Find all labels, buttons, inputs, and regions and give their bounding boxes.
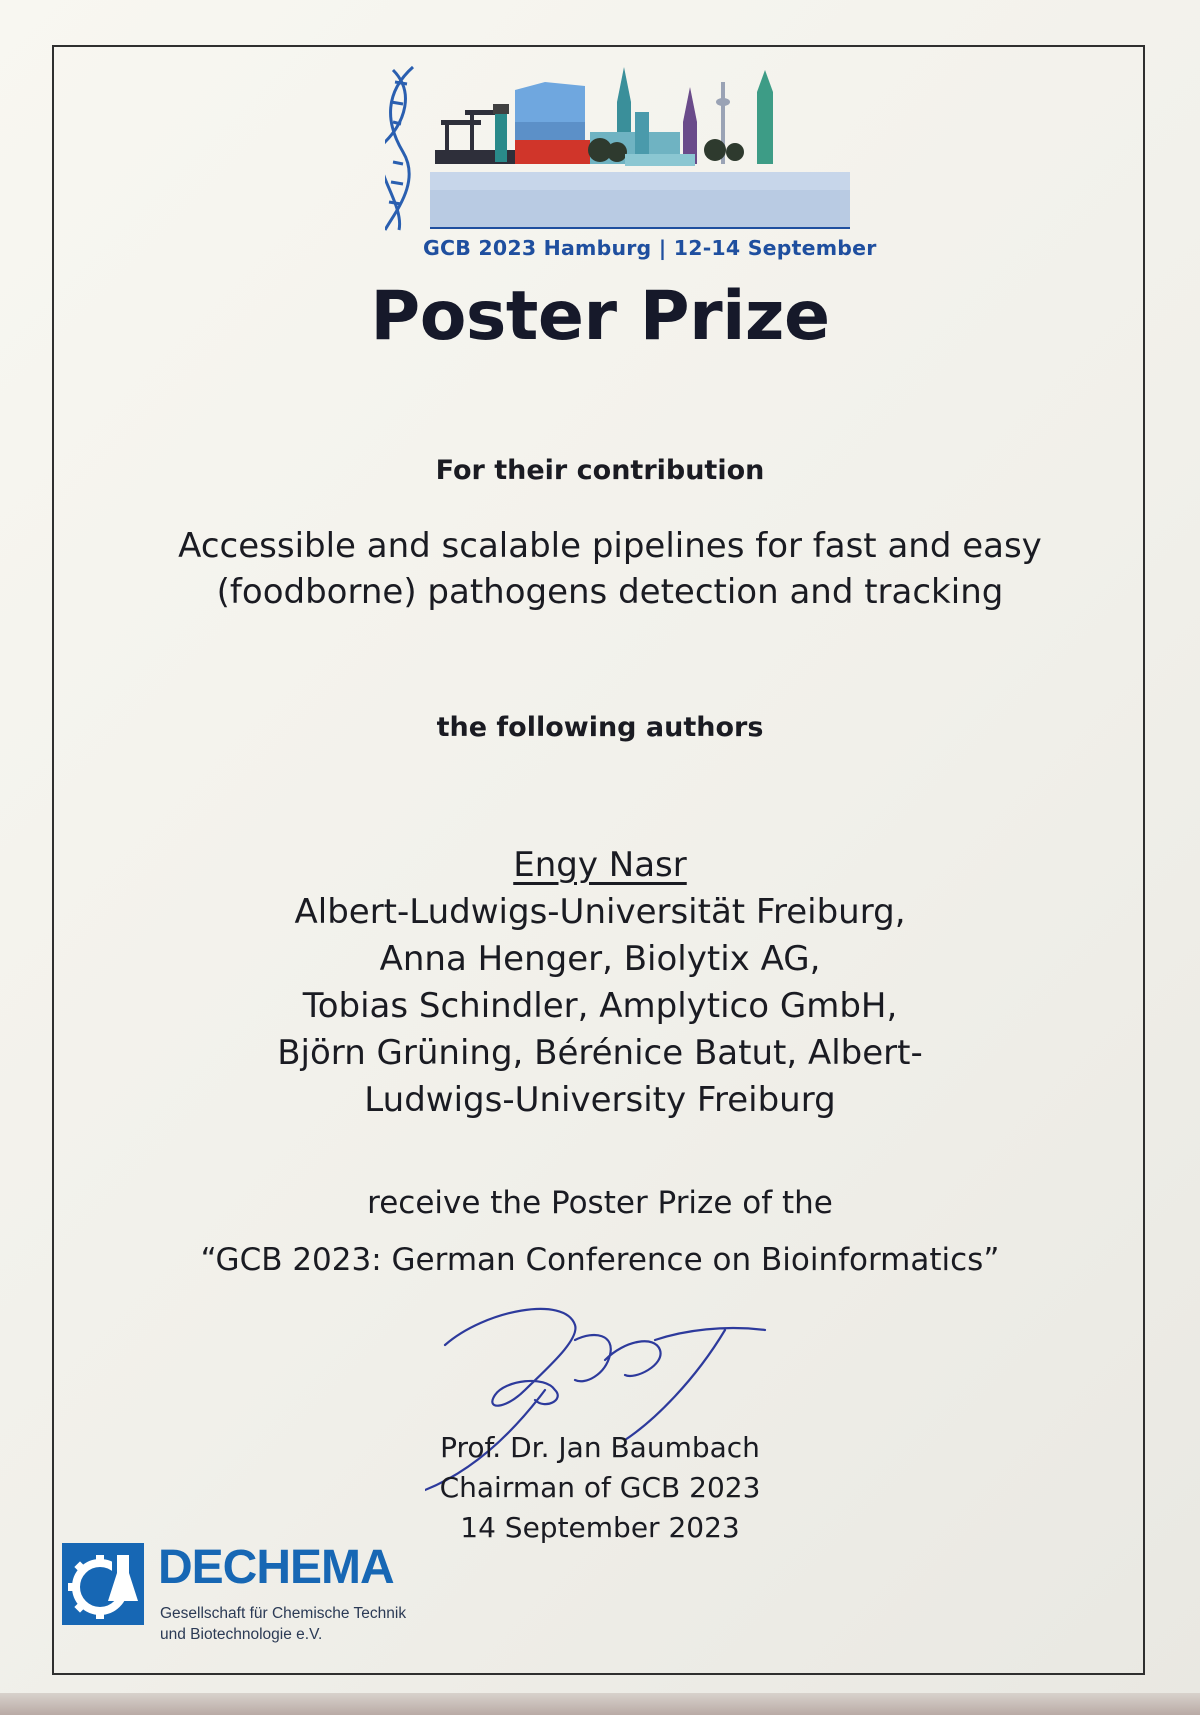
author-line: Ludwigs-University Freiburg — [364, 1080, 836, 1120]
author-line: Björn Grüning, Bérénice Batut, Albert- — [277, 1033, 923, 1073]
contribution-title: Accessible and scalable pipelines for fast and easy (foodborne) pathogens detection and tracking — [178, 526, 1042, 612]
sponsor-subtitle-line: und Biotechnologie e.V. — [160, 1626, 323, 1643]
sponsor-subtitle — [160, 1603, 420, 1645]
sponsor-logo — [60, 1540, 420, 1650]
first-author: Engy Nasr — [513, 845, 687, 885]
authors-lead: the following authors — [436, 712, 764, 743]
signatory-block — [0, 1428, 1200, 1548]
dechema-gear-flask-icon — [62, 1543, 144, 1625]
logo-caption: GCB 2023 Hamburg | 12-14 September — [423, 236, 877, 260]
author-line: Tobias Schindler, Amplytico GmbH, — [302, 986, 898, 1026]
hamburg-skyline-icon — [385, 62, 855, 242]
conference-line: “GCB 2023: German Conference on Bioinformatics” — [200, 1242, 1000, 1278]
award-statement — [0, 1175, 1200, 1289]
signed-date: 14 September 2023 — [460, 1511, 740, 1544]
dna-helix-icon — [385, 67, 413, 230]
conference-logo — [385, 62, 877, 272]
signatory-name: Prof. Dr. Jan Baumbach — [440, 1431, 760, 1464]
sponsor-subtitle-line: Gesellschaft für Chemische Technik — [160, 1605, 407, 1622]
author-line: Anna Henger, Biolytix AG, — [379, 939, 821, 979]
signatory-role: Chairman of GCB 2023 — [439, 1471, 761, 1504]
author-line: Albert-Ludwigs-Universität Freiburg, — [294, 892, 906, 932]
contribution-lead: For their contribution — [435, 455, 765, 486]
author-list — [0, 842, 1200, 1124]
sponsor-name: DECHEMA — [158, 1541, 394, 1594]
background-strip — [0, 1693, 1200, 1715]
receive-line: receive the Poster Prize of the — [367, 1185, 833, 1221]
certificate-title: Poster Prize — [370, 277, 830, 356]
